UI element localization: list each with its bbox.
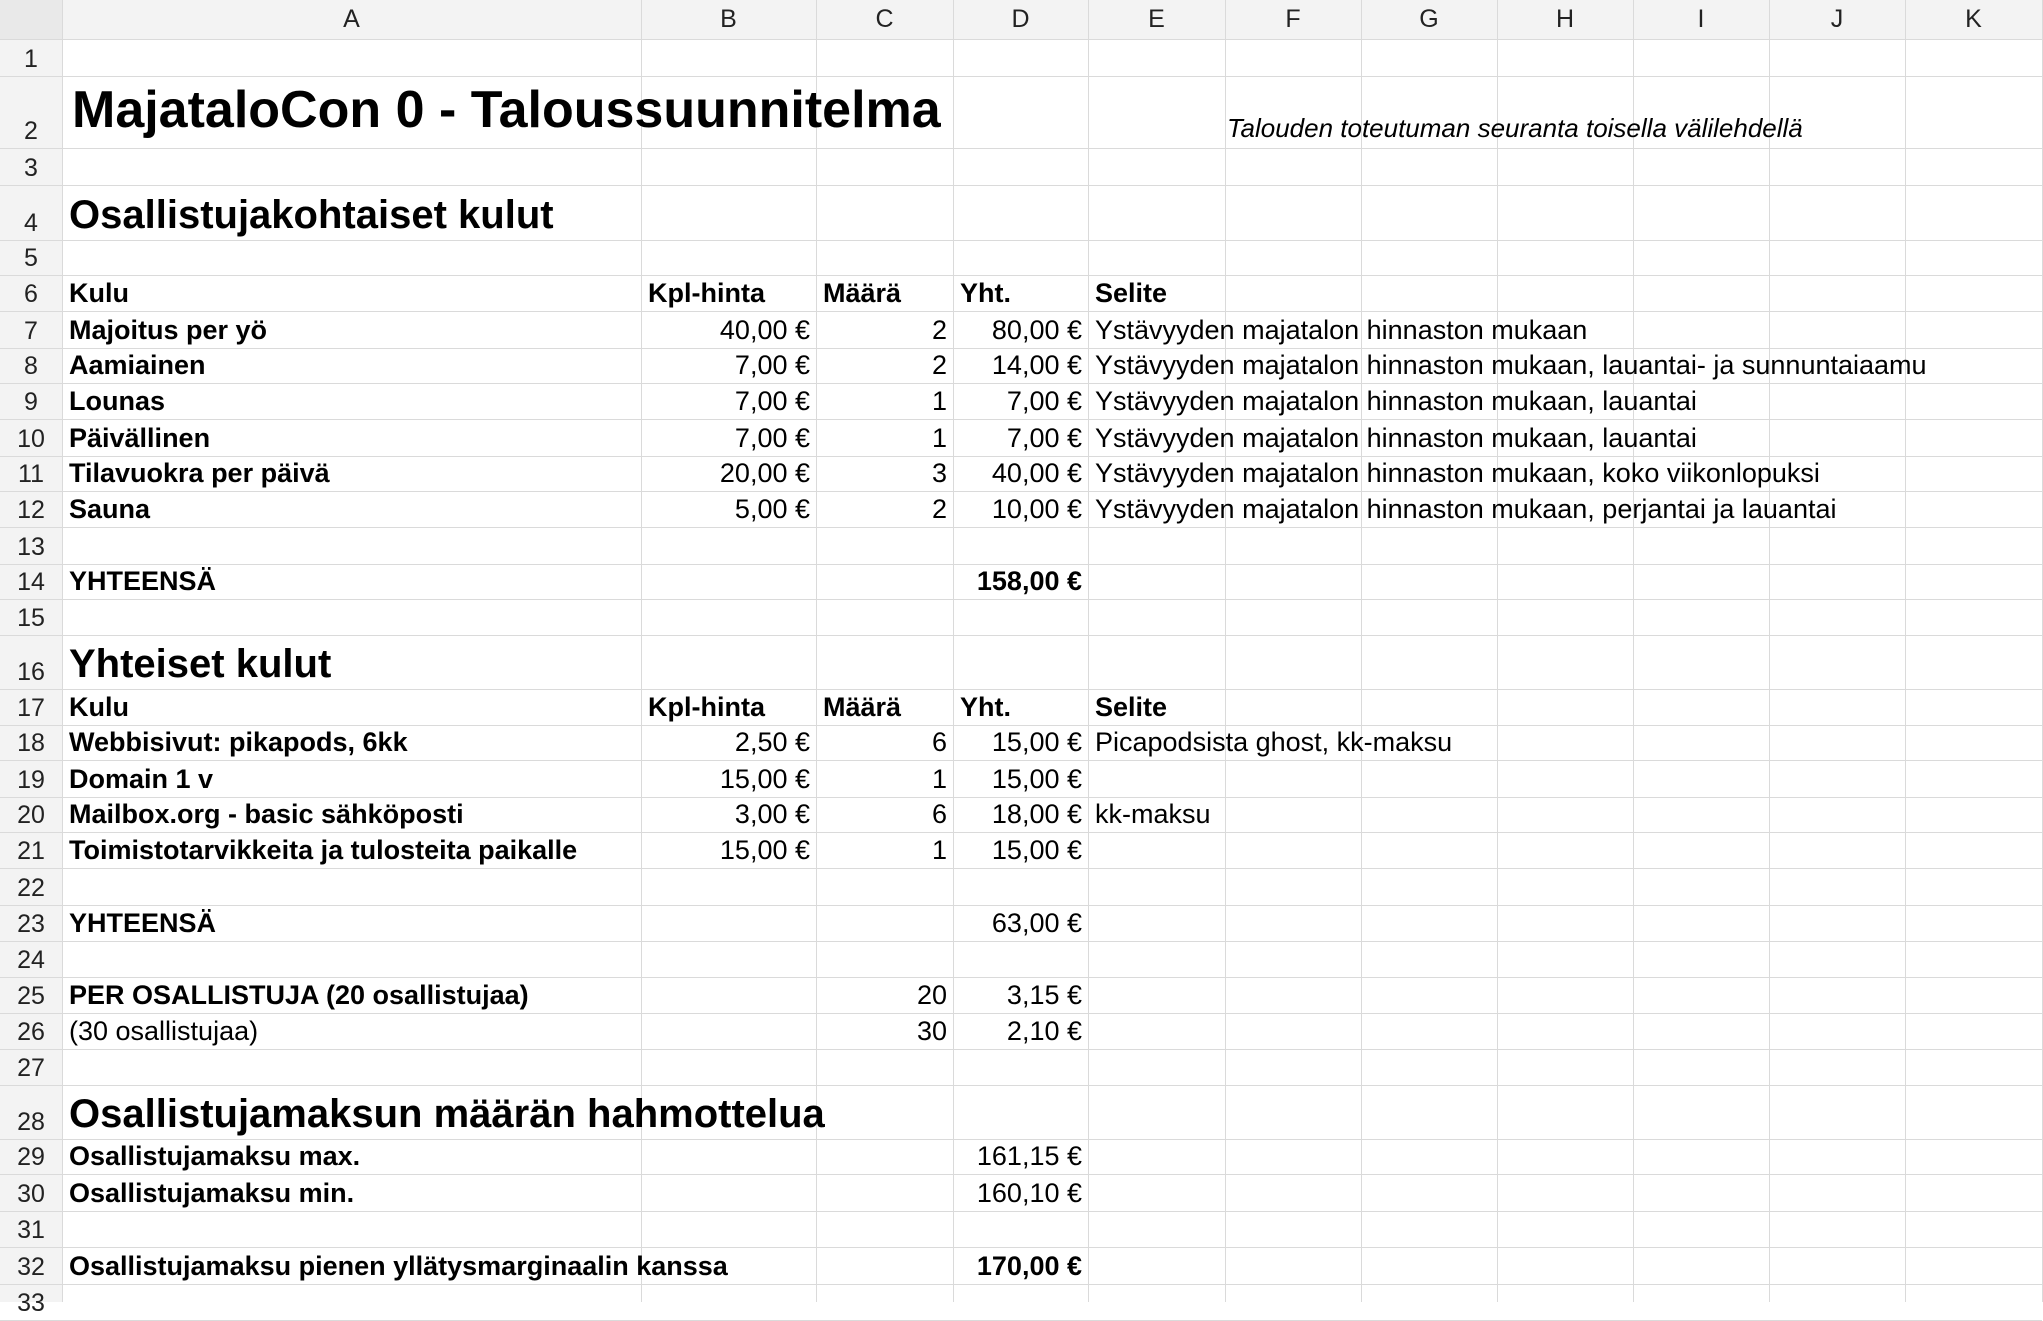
total-value[interactable]: 63,00 € [991,908,1082,938]
unit-price-cell[interactable]: 3,00 € [734,799,810,829]
cost-name-cell[interactable]: Päivällinen [69,423,211,453]
description-cell[interactable]: Ystävyyden majatalon hinnaston mukaan [1095,315,1588,345]
description-cell[interactable]: Ystävyyden majatalon hinnaston mukaan, lauantai [1095,423,1697,453]
row-header-13[interactable]: 13 [17,533,45,561]
per-participant-20-label[interactable]: PER OSALLISTUJA (20 osallistujaa) [69,980,529,1010]
row-header-22[interactable]: 22 [17,874,45,902]
total-cell[interactable]: 14,00 € [991,350,1082,380]
description-cell[interactable]: Ystävyyden majatalon hinnaston mukaan, lauantai- ja sunnuntaiaamu [1095,350,1927,380]
cost-name-cell[interactable]: Aamiainen [69,350,206,380]
gridline-horizontal [0,941,2042,942]
cost-name-cell[interactable]: Webbisivut: pikapods, 6kk [69,727,408,757]
quantity-cell[interactable]: 2 [931,315,947,345]
cost-name-cell[interactable]: Sauna [69,494,151,524]
unit-price-cell[interactable]: 2,50 € [734,727,810,757]
fee-max-label[interactable]: Osallistujamaksu max. [69,1141,361,1171]
cost-name-cell[interactable]: Lounas [69,386,166,416]
description-cell[interactable]: Picapodsista ghost, kk-maksu [1095,727,1453,757]
row-header-16[interactable]: 16 [17,658,45,686]
row-header-17[interactable]: 17 [17,694,45,722]
total-label[interactable]: YHTEENSÄ [69,908,217,938]
quantity-cell[interactable]: 6 [931,727,947,757]
column-header-e[interactable]: E [1148,5,1165,33]
cost-name-cell[interactable]: Domain 1 v [69,764,214,794]
description-cell[interactable] [1088,832,2042,868]
cost-name-cell[interactable]: Tilavuokra per päivä [69,458,330,488]
row-header-29[interactable]: 29 [17,1143,45,1171]
gridline-vertical [1769,0,1770,1302]
cost-name-cell[interactable]: Majoitus per yö [69,315,268,345]
unit-price-cell[interactable]: 20,00 € [719,458,810,488]
total-cell[interactable]: 18,00 € [991,799,1082,829]
quantity-cell[interactable]: 2 [931,494,947,524]
column-header-j[interactable]: J [1830,5,1844,33]
total-cell[interactable]: 40,00 € [991,458,1082,488]
section-heading-fee-estimate[interactable]: Osallistujamaksun määrän hahmottelua [69,1092,825,1136]
fee-min-label[interactable]: Osallistujamaksu min. [69,1178,355,1208]
row-header-18[interactable]: 18 [17,729,45,757]
gridline-horizontal [0,1284,2042,1285]
row-header-5[interactable]: 5 [24,244,38,272]
column-header-f[interactable]: F [1285,5,1301,33]
total-label[interactable]: YHTEENSÄ [69,566,217,596]
column-label-price[interactable]: Kpl-hinta [648,692,765,722]
column-header-a[interactable]: A [343,5,360,33]
total-cell[interactable]: 15,00 € [991,764,1082,794]
row-header-20[interactable]: 20 [17,801,45,829]
column-header-d[interactable]: D [1011,5,1030,33]
description-cell[interactable]: Ystävyyden majatalon hinnaston mukaan, lauantai [1095,386,1697,416]
row-header-1[interactable]: 1 [24,45,38,73]
description-cell[interactable]: kk-maksu [1095,799,1211,829]
description-cell[interactable]: Ystävyyden majatalon hinnaston mukaan, koko viikonlopuksi [1095,458,1820,488]
column-label-qty[interactable]: Määrä [823,278,902,308]
column-header-c[interactable]: C [875,5,894,33]
column-label-qty[interactable]: Määrä [823,692,902,722]
row-header-31[interactable]: 31 [17,1216,45,1244]
quantity-cell[interactable]: 1 [931,386,947,416]
quantity-cell[interactable]: 2 [931,350,947,380]
column-label-kulu[interactable]: Kulu [69,692,129,722]
gridline-vertical [1361,0,1362,1302]
per-participant-20-value[interactable]: 3,15 € [1006,980,1082,1010]
section-heading-participant-costs[interactable]: Osallistujakohtaiset kulut [69,193,554,237]
gridline-vertical [1088,0,1089,1302]
fee-with-margin-label[interactable]: Osallistujamaksu pienen yllätysmarginaalin kanssa [69,1251,728,1281]
gridline-horizontal [0,240,2042,241]
total-cell[interactable]: 7,00 € [1006,386,1082,416]
column-header-k[interactable]: K [1965,5,1982,33]
row-header-6[interactable]: 6 [24,280,38,308]
row-header-3[interactable]: 3 [24,154,38,182]
unit-price-cell[interactable]: 40,00 € [719,315,810,345]
page-title[interactable]: MajataloCon 0 - Taloussuunnitelma [72,81,941,139]
unit-price-cell[interactable]: 15,00 € [719,835,810,865]
total-value[interactable]: 158,00 € [976,566,1082,596]
gridline-vertical [1225,0,1226,1302]
row-header-12[interactable]: 12 [17,496,45,524]
gridline-horizontal [0,39,2042,40]
unit-price-cell[interactable]: 15,00 € [719,764,810,794]
row-header-23[interactable]: 23 [17,910,45,938]
unit-price-cell[interactable]: 7,00 € [734,350,810,380]
fee-min-value[interactable]: 160,10 € [976,1178,1082,1208]
row-header-33[interactable]: 33 [17,1289,45,1317]
row-header-21[interactable]: 21 [17,837,45,865]
quantity-cell[interactable]: 3 [931,458,947,488]
row-header-28[interactable]: 28 [17,1108,45,1136]
description-cell[interactable]: Ystävyyden majatalon hinnaston mukaan, perjantai ja lauantai [1095,494,1837,524]
total-cell[interactable]: 15,00 € [991,835,1082,865]
column-label-price[interactable]: Kpl-hinta [648,278,765,308]
row-header-19[interactable]: 19 [17,766,45,794]
column-header-i[interactable]: I [1697,5,1705,33]
gridline-horizontal [0,599,2042,600]
gridline-horizontal [0,527,2042,528]
participant-count-30[interactable]: 30 [916,1016,947,1046]
section-heading-shared-costs[interactable]: Yhteiset kulut [69,642,332,686]
fee-max-value[interactable]: 161,15 € [976,1141,1082,1171]
row-header-27[interactable]: 27 [17,1054,45,1082]
row-header-32[interactable]: 32 [17,1253,45,1281]
total-cell[interactable]: 7,00 € [1006,423,1082,453]
info-note[interactable]: Talouden toteutuman seuranta toisella välilehdellä [1227,113,1803,143]
column-header-h[interactable]: H [1555,5,1575,33]
column-label-note[interactable]: Selite [1095,278,1168,308]
total-cell[interactable]: 80,00 € [991,315,1082,345]
row-header-15[interactable]: 15 [17,604,45,632]
unit-price-cell[interactable]: 5,00 € [734,494,810,524]
column-label-total[interactable]: Yht. [960,278,1011,308]
row-header-24[interactable]: 24 [17,946,45,974]
row-header-10[interactable]: 10 [17,425,45,453]
total-cell[interactable]: 10,00 € [991,494,1082,524]
row-header-25[interactable]: 25 [17,982,45,1010]
row-header-26[interactable]: 26 [17,1018,45,1046]
column-header-g[interactable]: G [1419,5,1439,33]
gridline-horizontal [0,148,2042,149]
row-header-4[interactable]: 4 [24,209,38,237]
gridline-horizontal [0,868,2042,869]
description-cell[interactable] [1088,760,2042,797]
gridline-vertical [1905,0,1906,1302]
column-label-note[interactable]: Selite [1095,692,1168,722]
gridline-horizontal [0,1049,2042,1050]
column-label-total[interactable]: Yht. [960,692,1011,722]
gridline-vertical [1633,0,1634,1302]
column-header-b[interactable]: B [720,5,737,33]
cost-name-cell[interactable]: Mailbox.org - basic sähköposti [69,799,464,829]
row-header-11[interactable]: 11 [18,460,44,488]
unit-price-cell[interactable]: 7,00 € [734,386,810,416]
gridline-horizontal [0,1211,2042,1212]
quantity-cell[interactable]: 6 [931,799,947,829]
quantity-cell[interactable]: 1 [931,423,947,453]
row-header-14[interactable]: 14 [17,568,45,596]
row-header-2[interactable]: 2 [24,117,38,145]
row-header-7[interactable]: 7 [24,317,38,345]
quantity-cell[interactable]: 1 [931,764,947,794]
row-header-8[interactable]: 8 [24,352,38,380]
per-participant-30-value[interactable]: 2,10 € [1006,1016,1082,1046]
row-header-9[interactable]: 9 [24,388,38,416]
total-cell[interactable]: 15,00 € [991,727,1082,757]
per-participant-30-label[interactable]: (30 osallistujaa) [69,1016,259,1046]
row-header-30[interactable]: 30 [17,1180,45,1208]
fee-with-margin-value[interactable]: 170,00 € [976,1251,1082,1281]
gridline-vertical [1497,0,1498,1302]
select-all-corner[interactable] [0,0,62,39]
column-label-kulu[interactable]: Kulu [69,278,129,308]
cost-name-cell[interactable]: Toimistotarvikkeita ja tulosteita paikalle [69,835,578,865]
participant-count-20[interactable]: 20 [916,980,947,1010]
unit-price-cell[interactable]: 7,00 € [734,423,810,453]
quantity-cell[interactable]: 1 [931,835,947,865]
